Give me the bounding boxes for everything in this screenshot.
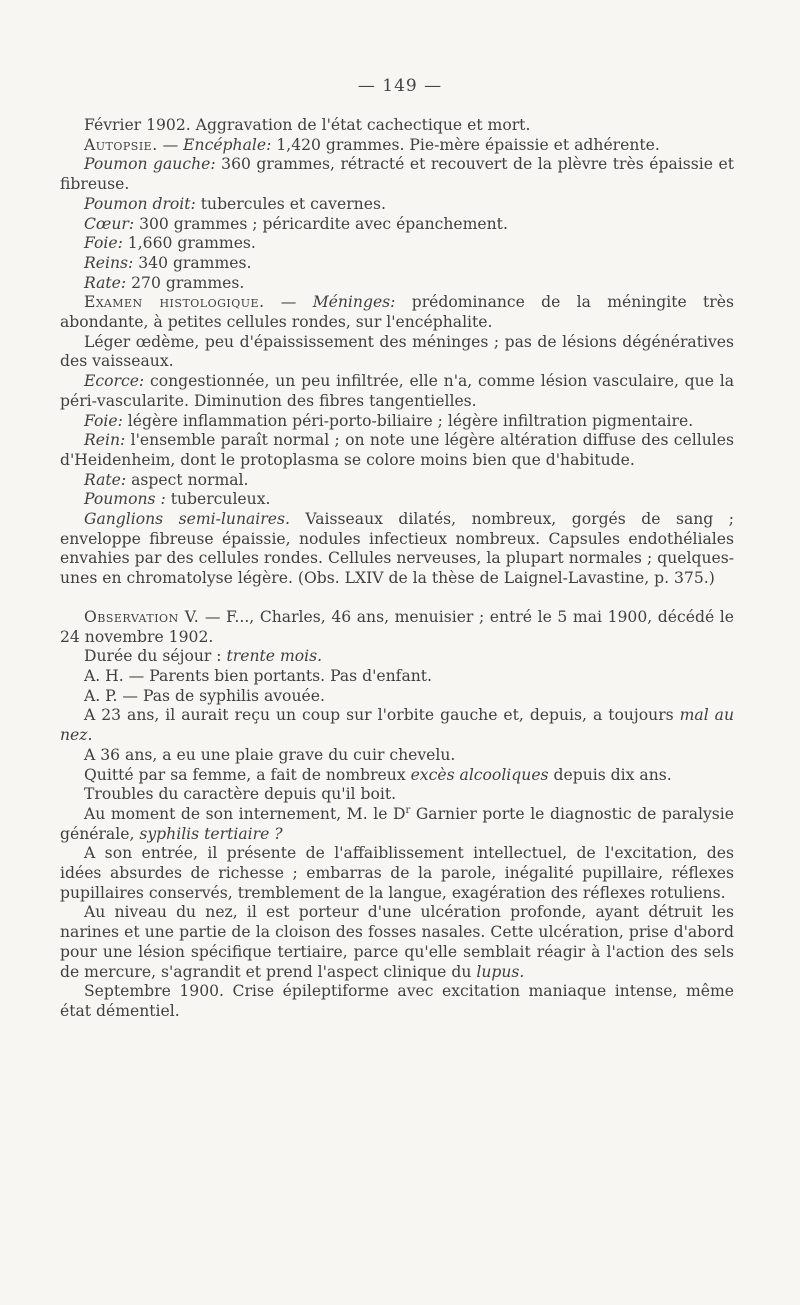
paragraph — [60, 412, 734, 432]
paragraph — [60, 982, 734, 1021]
emphasis: trente mois. — [226, 647, 323, 666]
paragraph — [60, 687, 734, 707]
paragraph-text: Février 1902. Aggravation de l'état cachectique et mort. — [84, 116, 531, 134]
organ-label: Encéphale: — [183, 135, 272, 154]
paragraph-text: prédominance de la méningite très abondante, à petites cellules rondes, sur l'encéphalite. — [60, 293, 734, 332]
paragraph-text: 300 grammes ; péricardite avec épanchement. — [134, 214, 508, 233]
paragraph — [60, 254, 734, 274]
paragraph-text: 1,660 grammes. — [122, 234, 256, 253]
paragraph — [60, 667, 734, 687]
paragraph-text: tubercules et cavernes. — [195, 194, 386, 213]
paragraph-text: Au niveau du nez, il est porteur d'une ulcération profonde, ayant détruit les narines et une partie de la cloison des fosses nasales. Cette ulcération, prise d'abord pour une lésion spécifique tertiaire, parce qu'elle semblait réagir à l'action des sels de mercure, s'agrandit et prend l'aspect clinique du — [60, 903, 734, 981]
paragraph — [60, 136, 734, 156]
paragraph — [60, 155, 734, 194]
paragraph-text: tuberculeux. — [165, 490, 271, 509]
paragraph-text: A. P. — Pas de syphilis avouée. — [84, 686, 325, 705]
paragraph-text: 270 grammes. — [126, 273, 245, 292]
paragraph — [60, 471, 734, 491]
emphasis: lupus. — [476, 962, 525, 981]
paragraph — [60, 333, 734, 372]
paragraph — [60, 274, 734, 294]
paragraph-text: A 23 ans, il aurait reçu un coup sur l'orbite gauche et, depuis, a toujours — [84, 706, 680, 725]
paragraph — [60, 372, 734, 411]
paragraph — [60, 746, 734, 766]
paragraph — [60, 608, 734, 647]
paragraph-text: 1,420 grammes. Pie-mère épaissie et adhérente. — [271, 135, 660, 154]
organ-label: Méninges: — [312, 293, 396, 312]
paragraph-text: légère inflammation péri-porto-biliaire ; légère infiltration pigmentaire. — [122, 411, 694, 430]
paragraph-text: Léger œdème, peu d'épaississement des méninges ; pas de lésions dégénératives des vaisseaux. — [60, 332, 734, 371]
organ-label: Rate: — [84, 273, 127, 292]
organ-label: Poumon droit: — [84, 194, 196, 213]
superscript: r — [405, 804, 411, 816]
paragraph — [60, 647, 734, 667]
paragraph — [60, 116, 734, 136]
paragraph — [60, 805, 734, 844]
organ-label: Poumon gauche: — [84, 155, 216, 174]
organ-label: Rein: — [84, 431, 126, 450]
paragraph-text: Au moment de son internement, M. le D — [84, 804, 406, 823]
paragraph-text: F..., Charles, 46 ans, menuisier ; entré le 5 mai 1900, décédé le 24 novembre 1902. — [60, 607, 734, 646]
paragraph — [60, 234, 734, 254]
paragraph — [60, 510, 734, 589]
paragraph-text: A. H. — Parents bien portants. Pas d'enfant. — [84, 666, 433, 685]
paragraph — [60, 431, 734, 470]
emphasis: syphilis tertiaire ? — [139, 824, 283, 843]
paragraph — [60, 195, 734, 215]
paragraph-text: congestionnée, un peu infiltrée, elle n'a, comme lésion vasculaire, que la péri-vascularite. Diminution des fibres tangentielles. — [60, 372, 734, 410]
paragraph-text: Garnier porte le diagnostic de paralysie générale, — [60, 804, 735, 843]
paragraph-text: A 36 ans, a eu une plaie grave du cuir chevelu. — [84, 745, 456, 764]
paragraph — [60, 293, 734, 332]
organ-label: Reins: — [84, 253, 134, 272]
page-number: — 149 — — [357, 76, 443, 96]
section-heading: Examen histologique. — [84, 293, 265, 312]
paragraph-text: Quitté par sa femme, a fait de nombreux — [84, 765, 411, 784]
organ-label: Ecorce: — [84, 372, 145, 391]
section-heading: Observation V. — [84, 607, 200, 626]
emphasis: mal au nez. — [60, 706, 734, 745]
paragraph-text: aspect normal. — [126, 470, 249, 489]
organ-label: Rate: — [84, 470, 127, 489]
paragraph — [60, 844, 734, 903]
organ-label: Poumons : — [84, 490, 166, 509]
organ-label: Cœur: — [84, 214, 135, 233]
paragraph — [60, 766, 734, 786]
paragraph-text: l'ensemble paraît normal ; on note une légère altération diffuse des cellules d'Heidenheim, dont le protoplasma se colore moins bien que d'habitude. — [60, 431, 734, 469]
section-heading: Autopsie. — [84, 135, 158, 154]
organ-label: Foie: — [84, 411, 123, 430]
paragraph-text: Vaisseaux dilatés, nombreux, gorgés de sang ; enveloppe fibreuse épaissie, nodules infectieux nombreux. Capsules endothéliales envahies par des cellules rondes. Cellules nerveuses, la plupart normales ; quelques-unes en chromatolyse légère. (Obs. LXIV de la thèse de Laignel-Lavastine, p. 375.) — [60, 510, 735, 588]
paragraph-text: Durée du séjour : — [84, 647, 227, 666]
dash-separator: — — [264, 293, 313, 312]
paragraph — [60, 490, 734, 510]
paragraph — [60, 215, 734, 235]
page-body — [60, 116, 734, 1022]
paragraph-text: 340 grammes. — [133, 253, 252, 272]
dash-separator: — — [157, 135, 184, 154]
paragraph-text: A son entrée, il présente de l'affaiblissement intellectuel, de l'excitation, des idées absurdes de richesse ; embarras de la parole, inégalité pupillaire, réflexes pupillaires conservés, tremblement de la langue, exagération des réflexes rotuliens. — [60, 844, 734, 902]
paragraph-text: Septembre 1900. Crise épileptiforme avec excitation maniaque intense, même état démentiel. — [60, 982, 734, 1020]
paragraph-text: Troubles du caractère depuis qu'il boit. — [84, 785, 397, 804]
emphasis: excès alcooliques — [410, 765, 549, 784]
paragraph — [60, 785, 734, 805]
dash-separator: — — [199, 607, 227, 626]
paragraph — [60, 903, 734, 982]
paragraph-text: depuis dix ans. — [548, 765, 672, 784]
paragraph — [60, 706, 734, 745]
organ-label: Ganglions semi-lunaires. — [84, 510, 290, 529]
organ-label: Foie: — [84, 234, 123, 253]
paragraph-text: 360 grammes, rétracté et recouvert de la plèvre très épaissie et fibreuse. — [60, 155, 734, 194]
